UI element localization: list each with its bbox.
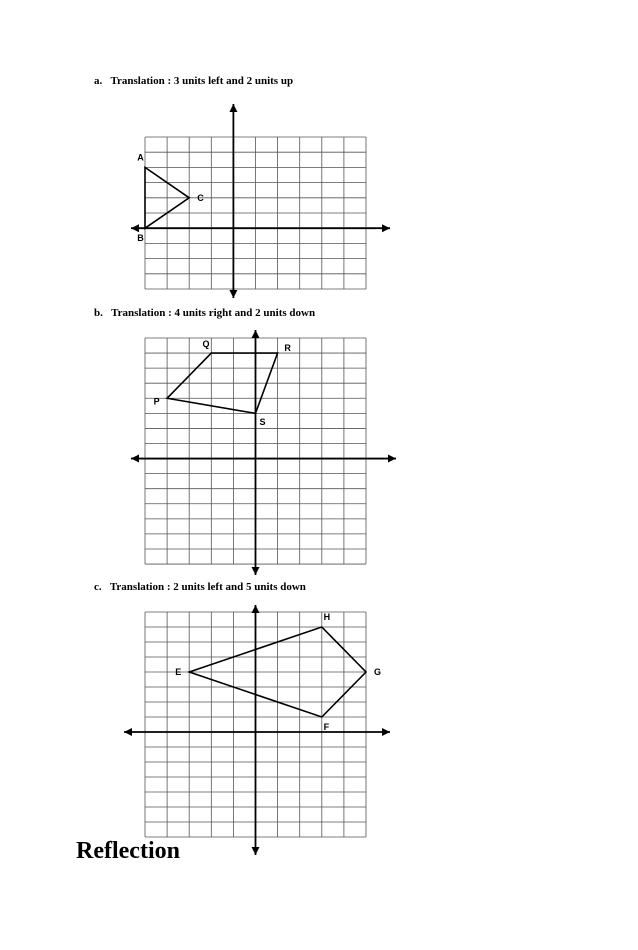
section-heading: Reflection <box>76 838 180 864</box>
graph-b-vertex-p-label: P <box>153 396 160 407</box>
graph-a-vertex-c-label: C <box>197 192 204 203</box>
problem-a-letter: a. <box>94 75 103 87</box>
problem-a-instruction: Translation : 3 units left and 2 units up <box>110 75 294 87</box>
graph-c-vertex-g-label: G <box>374 667 382 677</box>
graph-a-vertex-a-label: A <box>137 152 144 163</box>
graph-c-y-axis-top-arrow <box>252 605 260 613</box>
problem-c-instruction: Translation : 2 units left and 5 units down <box>109 581 306 593</box>
problem-b-letter: b. <box>94 307 103 319</box>
graph-b-vertex-s-label: S <box>259 416 266 427</box>
graph-c-y-axis-bottom-arrow <box>252 847 260 855</box>
graph-b-vertex-r-label: R <box>284 342 291 353</box>
graph-a-vertex-b-label: B <box>137 233 144 244</box>
graph-b-vertex-q-label: Q <box>202 338 210 349</box>
problem-c-letter: c. <box>94 581 102 593</box>
graph-c-vertex-e-label: E <box>175 667 182 677</box>
graph-c-vertex-f-label: F <box>323 721 330 732</box>
graph-c-x-axis-left-arrow <box>124 728 132 736</box>
graph-c-x-axis-right-arrow <box>382 728 390 736</box>
graph-c-vertex-h-label: H <box>323 612 331 623</box>
problem-b-instruction: Translation : 4 units right and 2 units down <box>111 307 316 319</box>
